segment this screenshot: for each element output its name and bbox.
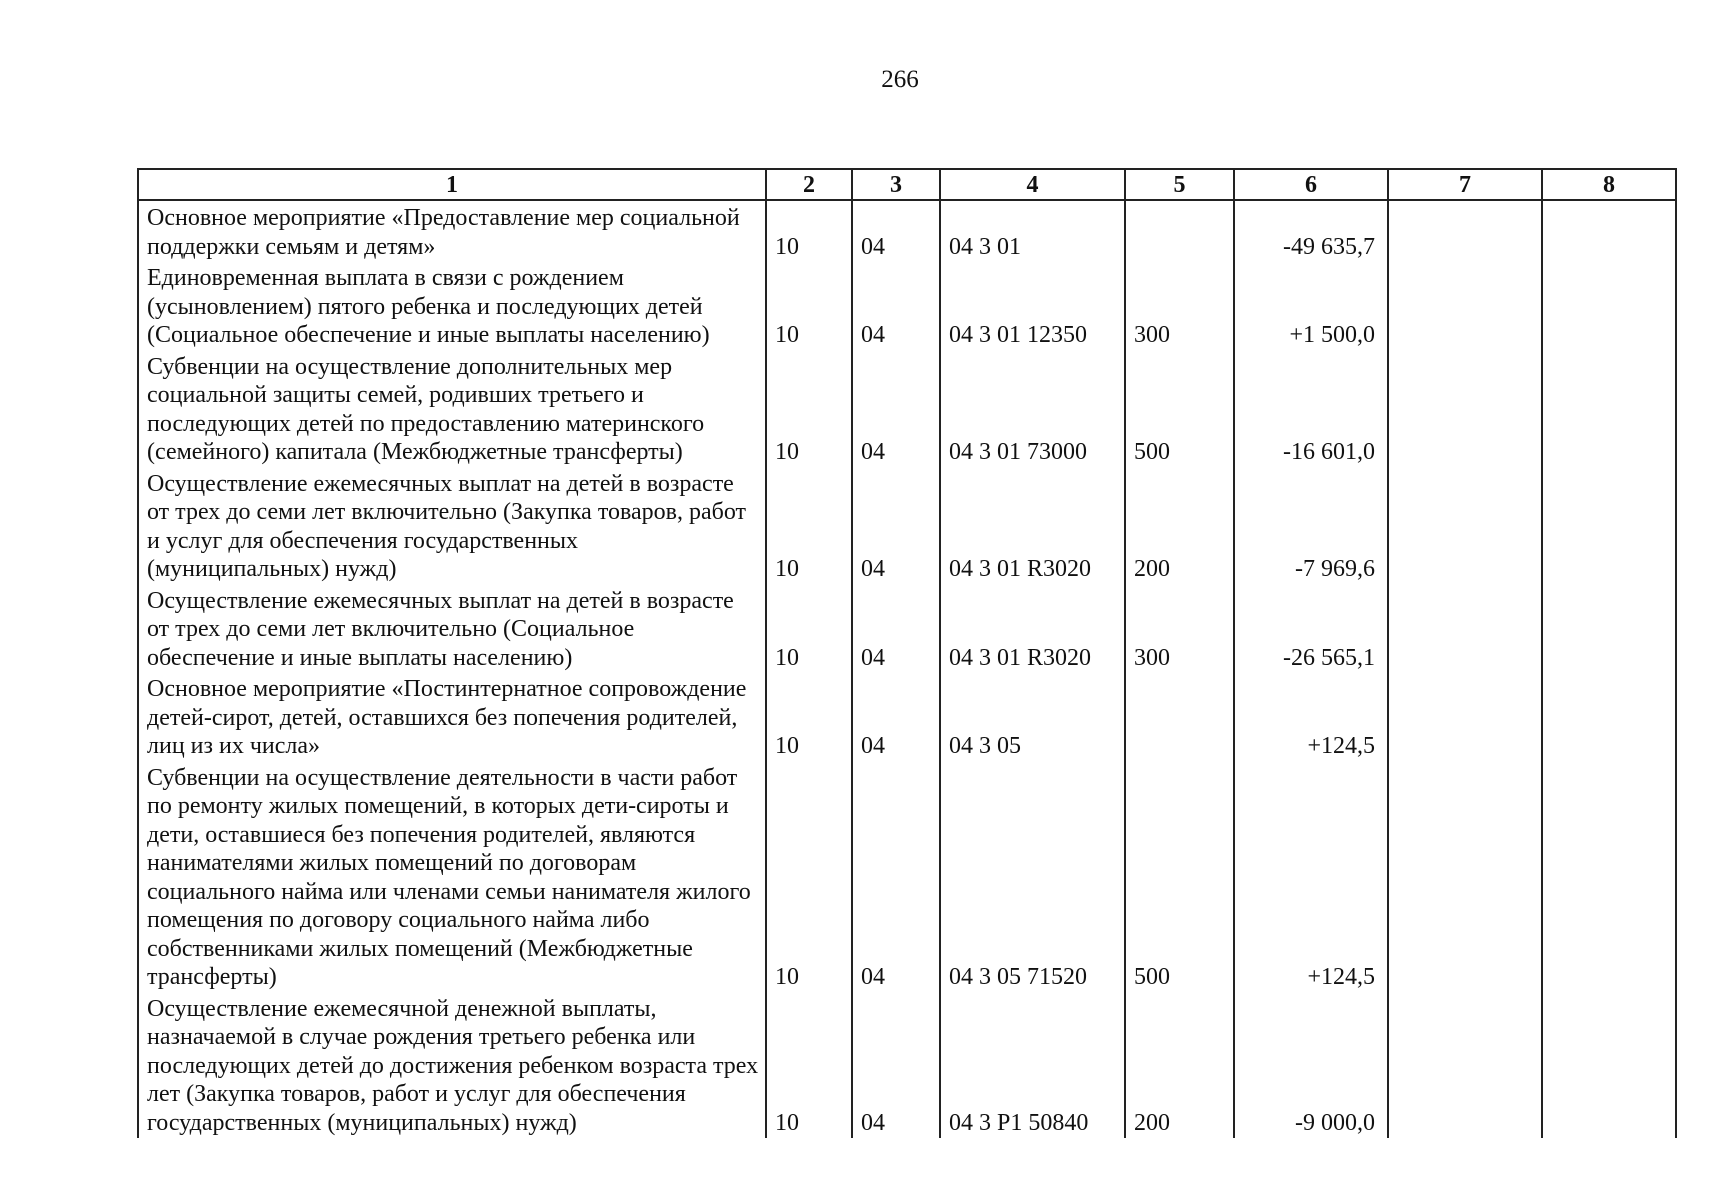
- row-name: Основное мероприятие «Постинтернатное сопровождение детей-сирот, детей, оставшихся без попечения родителей, лиц из их числа»: [138, 673, 766, 762]
- row-podrazdel: 04: [852, 585, 940, 674]
- table-row: [138, 993, 1676, 1139]
- row-razdel: 10: [766, 351, 852, 468]
- row-col8: [1542, 262, 1676, 351]
- row-vr: [1125, 200, 1234, 262]
- row-csr: 04 3 01: [940, 200, 1125, 262]
- row-col8: [1542, 993, 1676, 1139]
- row-csr: 04 3 01 R3020: [940, 585, 1125, 674]
- row-amount: -49 635,7: [1234, 200, 1388, 262]
- row-col7: [1388, 673, 1542, 762]
- row-csr: 04 3 01 73000: [940, 351, 1125, 468]
- row-amount: -16 601,0: [1234, 351, 1388, 468]
- row-razdel: 10: [766, 200, 852, 262]
- row-col8: [1542, 468, 1676, 585]
- row-podrazdel: 04: [852, 673, 940, 762]
- row-name: Единовременная выплата в связи с рождением (усыновлением) пятого ребенка и последующих детей (Социальное обеспечение и иные выплаты населению): [138, 262, 766, 351]
- row-podrazdel: 04: [852, 762, 940, 993]
- row-razdel: 10: [766, 993, 852, 1139]
- row-razdel: 10: [766, 468, 852, 585]
- row-amount: +124,5: [1234, 762, 1388, 993]
- row-name: Осуществление ежемесячных выплат на детей в возрасте от трех до семи лет включительно (Социальное обеспечение и иные выплаты населению): [138, 585, 766, 674]
- row-razdel: 10: [766, 585, 852, 674]
- column-header: 5: [1125, 169, 1234, 200]
- row-vr: 500: [1125, 351, 1234, 468]
- row-razdel: 10: [766, 262, 852, 351]
- table-row: [138, 351, 1676, 468]
- row-csr: 04 3 01 R3020: [940, 468, 1125, 585]
- row-razdel: 10: [766, 673, 852, 762]
- column-header: 1: [138, 169, 766, 200]
- row-csr: 04 3 05 71520: [940, 762, 1125, 993]
- row-vr: [1125, 673, 1234, 762]
- row-col7: [1388, 993, 1542, 1139]
- table-row: [138, 200, 1676, 262]
- column-header: 3: [852, 169, 940, 200]
- row-razdel: 10: [766, 762, 852, 993]
- row-amount: -26 565,1: [1234, 585, 1388, 674]
- row-col8: [1542, 762, 1676, 993]
- row-podrazdel: 04: [852, 351, 940, 468]
- row-col7: [1388, 468, 1542, 585]
- row-podrazdel: 04: [852, 468, 940, 585]
- table-row: [138, 762, 1676, 993]
- row-name: Осуществление ежемесячной денежной выплаты, назначаемой в случае рождения третьего ребенка или последующих детей до достижения ребенком возраста трех лет (Закупка товаров, работ и услуг для обеспечения государственных (муниципальных) нужд): [138, 993, 766, 1139]
- row-amount: +124,5: [1234, 673, 1388, 762]
- column-header: 8: [1542, 169, 1676, 200]
- row-col7: [1388, 200, 1542, 262]
- row-vr: 200: [1125, 993, 1234, 1139]
- row-vr: 300: [1125, 262, 1234, 351]
- row-csr: 04 3 01 12350: [940, 262, 1125, 351]
- row-col7: [1388, 762, 1542, 993]
- table-row: [138, 468, 1676, 585]
- row-col7: [1388, 351, 1542, 468]
- row-csr: 04 3 05: [940, 673, 1125, 762]
- budget-table: [137, 168, 1677, 1138]
- row-name: Основное мероприятие «Предоставление мер социальной поддержки семьям и детям»: [138, 200, 766, 262]
- row-name: Субвенции на осуществление дополнительных мер социальной защиты семей, родивших третьего и последующих детей по предоставлению материнского (семейного) капитала (Межбюджетные трансферты): [138, 351, 766, 468]
- table-row: [138, 585, 1676, 674]
- row-col7: [1388, 585, 1542, 674]
- table-row: [138, 673, 1676, 762]
- table-row: [138, 262, 1676, 351]
- row-col7: [1388, 262, 1542, 351]
- column-header: 6: [1234, 169, 1388, 200]
- row-csr: 04 3 P1 50840: [940, 993, 1125, 1139]
- page-number: 266: [881, 66, 919, 93]
- row-name: Осуществление ежемесячных выплат на детей в возрасте от трех до семи лет включительно (Закупка товаров, работ и услуг для обеспечения государственных (муниципальных) нужд): [138, 468, 766, 585]
- row-col8: [1542, 673, 1676, 762]
- row-amount: -7 969,6: [1234, 468, 1388, 585]
- column-header: 4: [940, 169, 1125, 200]
- column-header: 7: [1388, 169, 1542, 200]
- row-col8: [1542, 200, 1676, 262]
- row-podrazdel: 04: [852, 262, 940, 351]
- row-vr: 500: [1125, 762, 1234, 993]
- row-vr: 200: [1125, 468, 1234, 585]
- row-amount: +1 500,0: [1234, 262, 1388, 351]
- row-podrazdel: 04: [852, 993, 940, 1139]
- row-amount: -9 000,0: [1234, 993, 1388, 1139]
- table-header-row: [138, 169, 1676, 200]
- row-name: Субвенции на осуществление деятельности в части работ по ремонту жилых помещений, в которых дети-сироты и дети, оставшиеся без попечения родителей, являются нанимателями жилых помещений по договорам социального найма или членами семьи нанимателя жилого помещения по договору социального найма либо собственниками жилых помещений (Межбюджетные трансферты): [138, 762, 766, 993]
- row-col8: [1542, 351, 1676, 468]
- row-col8: [1542, 585, 1676, 674]
- column-header: 2: [766, 169, 852, 200]
- row-vr: 300: [1125, 585, 1234, 674]
- row-podrazdel: 04: [852, 200, 940, 262]
